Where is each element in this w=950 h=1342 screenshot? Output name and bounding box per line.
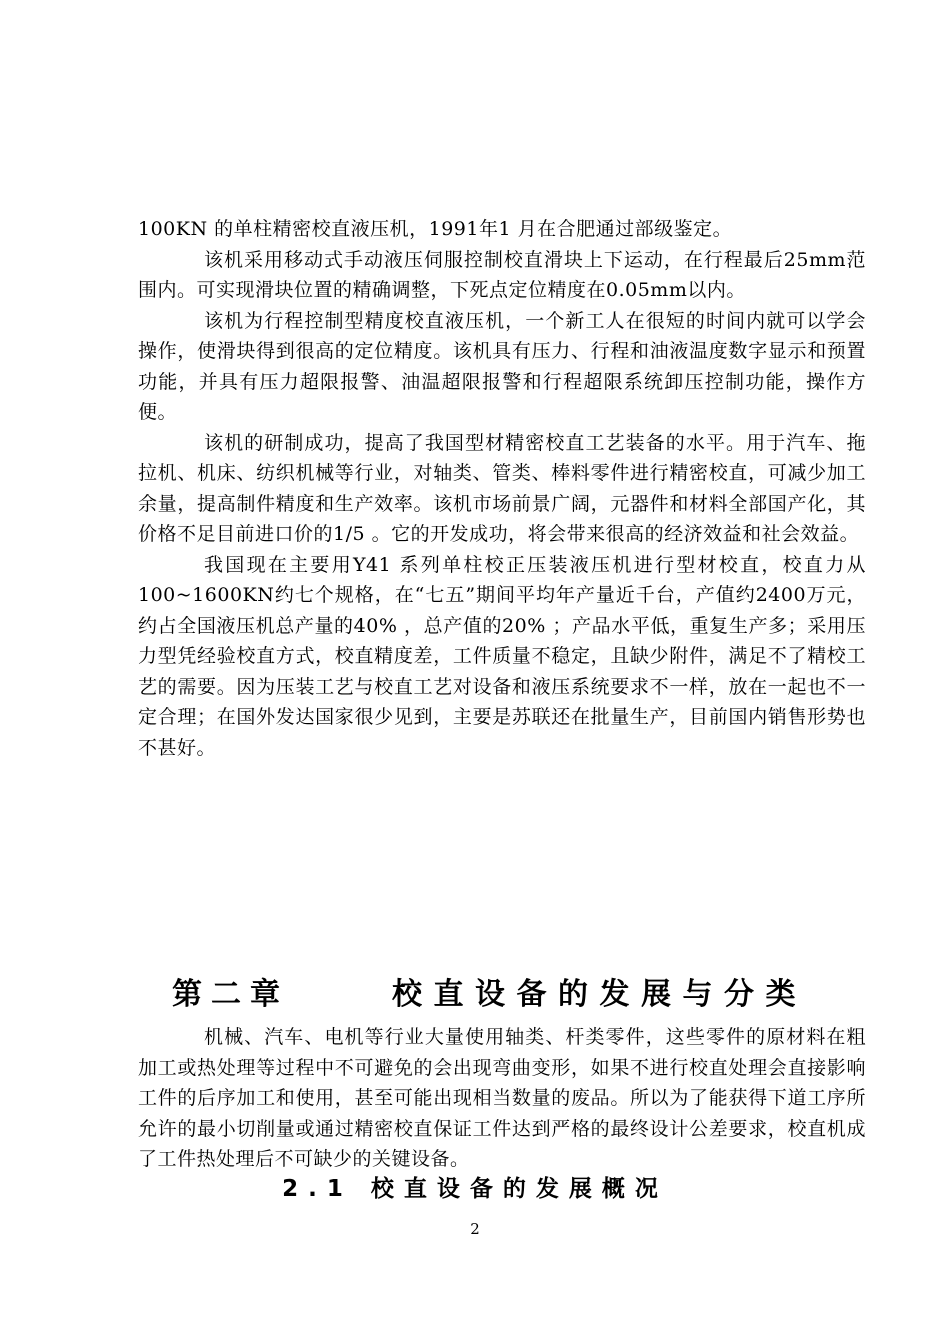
body-text-top xyxy=(138,214,866,763)
section-heading: 2.1 校直设备的发展概况 xyxy=(282,1176,668,1202)
chapter-paragraph-1: 机械、汽车、电机等行业大量使用轴类、杆类零件，这些零件的原材料在粗加工或热处理等过程中不可避免的会出现弯曲变形，如果不进行校直处理会直接影响工件的后序加工和使用，甚至可能出现相当数量的废品。所以为了能获得下道工序所允许的最小切削量或通过精密校直保证工件达到严格的最终设计公差要求，校直机成了工件热处理后不可缺少的关键设备。 xyxy=(138,1026,866,1170)
body-text-chapter xyxy=(138,1022,866,1175)
paragraph-2: 该机采用移动式手动液压伺服控制校直滑块上下运动，在行程最后25mm范围内。可实现滑块位置的精确调整，下死点定位精度在0.05mm以内。 xyxy=(138,248,866,301)
paragraph-3: 该机为行程控制型精度校直液压机，一个新工人在很短的时间内就可以学会操作，使滑块得到很高的定位精度。该机具有压力、行程和油液温度数字显示和预置功能，并具有压力超限报警、油温超限报警和行程超限系统卸压控制功能，操作方便。 xyxy=(138,309,866,423)
paragraph-1: 100KN 的单柱精密校直液压机，1991年1 月在合肥通过部级鉴定。 xyxy=(138,218,733,240)
chapter-number: 第二章 xyxy=(172,977,289,1012)
chapter-title: 校直设备的发展与分类 xyxy=(392,977,807,1012)
paragraph-4: 该机的研制成功，提高了我国型材精密校直工艺装备的水平。用于汽车、拖拉机、机床、纺织机械等行业，对轴类、管类、棒料零件进行精密校直，可减少加工余量，提高制件精度和生产效率。该机市场前景广阔，元器件和材料全部国产化，其价格不足目前进口价的1/5 。它的开发成功，将会带来很高的经济效益和社会效益。 xyxy=(138,431,866,545)
page-number: 2 xyxy=(470,1220,480,1238)
paragraph-5: 我国现在主要用Y41 系列单柱校正压装液压机进行型材校直，校直力从100~1600KN约七个规格，在“七五”期间平均年产量近千台，产值约2400万元，约占全国液压机总产量的40% ，总产值的20% ；产品水平低，重复生产多；采用压力型凭经验校直方式，校直精度差，工件质量不稳定，且缺少附件，满足不了精校工艺的需要。因为压装工艺与校直工艺对设备和液压系统要求不一样，放在一起也不一定合理；在国外发达国家很少见到，主要是苏联还在批量生产，目前国内销售形势也不甚好。 xyxy=(138,553,866,759)
